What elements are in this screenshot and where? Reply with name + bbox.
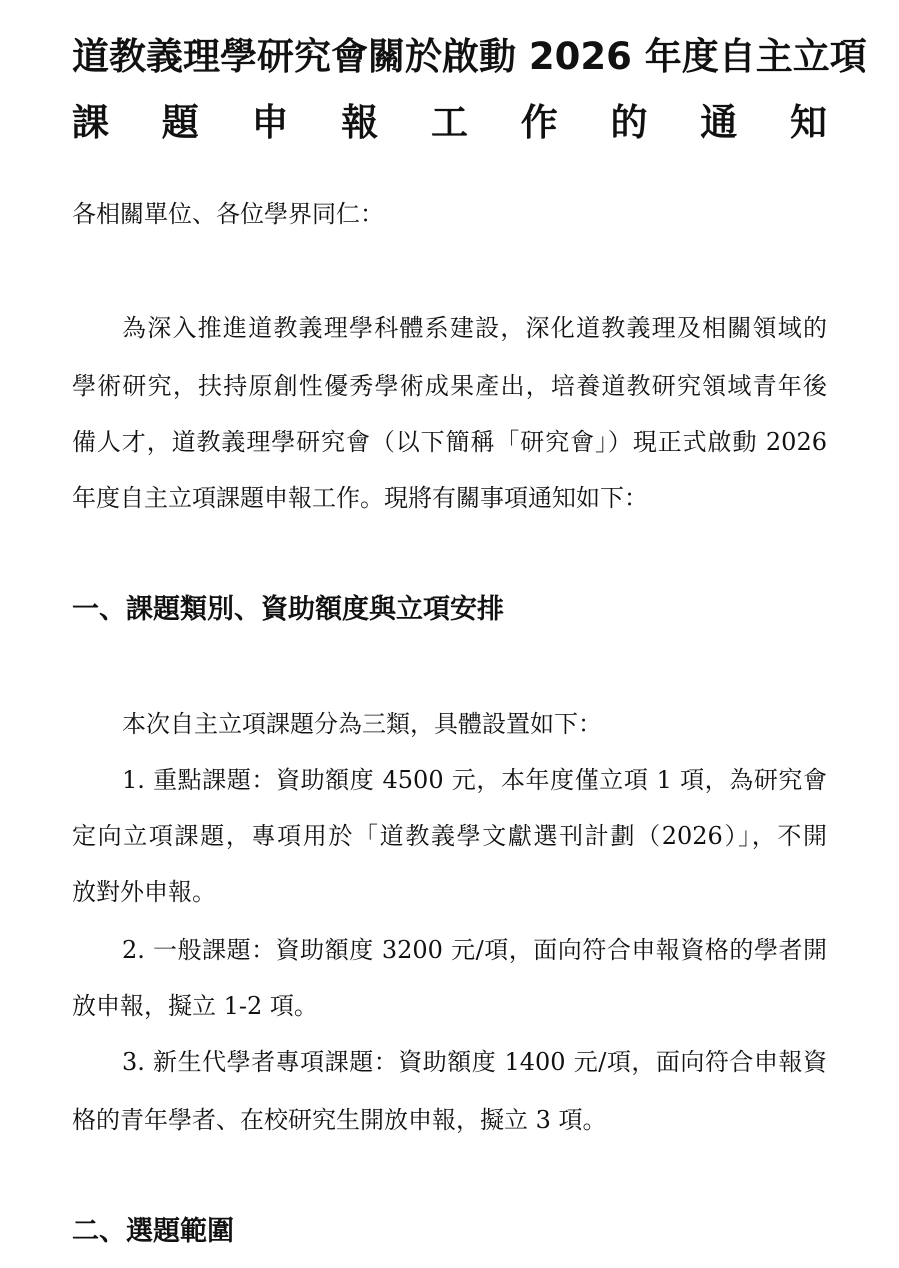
title-line-2-char: 通 [700, 101, 738, 144]
section-2-heading: 二、選題範圍 [72, 1216, 234, 1247]
section-1-heading: 一、課題類別、資助額度與立項安排 [72, 594, 504, 625]
title-line-2-char: 的 [610, 101, 648, 144]
item-1-line-3: 放對外申報。 [72, 878, 216, 906]
intro-paragraph-line-3: 備人才，道教義理學研究會（以下簡稱「研究會」）現正式啟動 2026 [72, 428, 827, 456]
title-line-2-char: 報 [341, 101, 379, 144]
item-3-line-1: 3. 新生代學者專項課題：資助額度 1400 元/項，面向符合申報資 [122, 1048, 827, 1076]
title-line-2-char: 知 [790, 101, 827, 144]
item-1-line-2: 定向立項課題，專項用於「道教義學文獻選刊計劃（2026）」，不開 [72, 822, 827, 850]
section-1-lead: 本次自主立項課題分為三類，具體設置如下： [122, 710, 602, 738]
title-line-2-char: 課 [72, 101, 109, 144]
intro-paragraph-line-2: 學術研究，扶持原創性優秀學術成果產出，培養道教研究領域青年後 [72, 372, 827, 400]
item-1-line-1: 1. 重點課題：資助額度 4500 元，本年度僅立項 1 項，為研究會 [122, 766, 827, 794]
item-3-line-2: 格的青年學者、在校研究生開放申報，擬立 3 項。 [72, 1106, 607, 1134]
document-title-line-1: 道教義理學研究會關於啟動 2026 年度自主立項 [72, 35, 867, 78]
title-line-2-char: 申 [251, 101, 289, 144]
title-line-2-char: 工 [431, 101, 468, 144]
item-2-line-1: 2. 一般課題：資助額度 3200 元/項，面向符合申報資格的學者開 [122, 936, 827, 964]
document-title-line-2 [72, 101, 827, 144]
salutation: 各相關單位、各位學界同仁： [72, 200, 384, 228]
title-line-2-char: 作 [520, 101, 558, 144]
item-2-line-2: 放申報，擬立 1-2 項。 [72, 992, 318, 1020]
intro-paragraph-line-1: 為深入推進道教義理學科體系建設，深化道教義理及相關領域的 [122, 314, 827, 342]
intro-paragraph-line-4: 年度自主立項課題申報工作。現將有關事項通知如下： [72, 484, 648, 512]
title-line-2-char: 題 [161, 101, 199, 144]
